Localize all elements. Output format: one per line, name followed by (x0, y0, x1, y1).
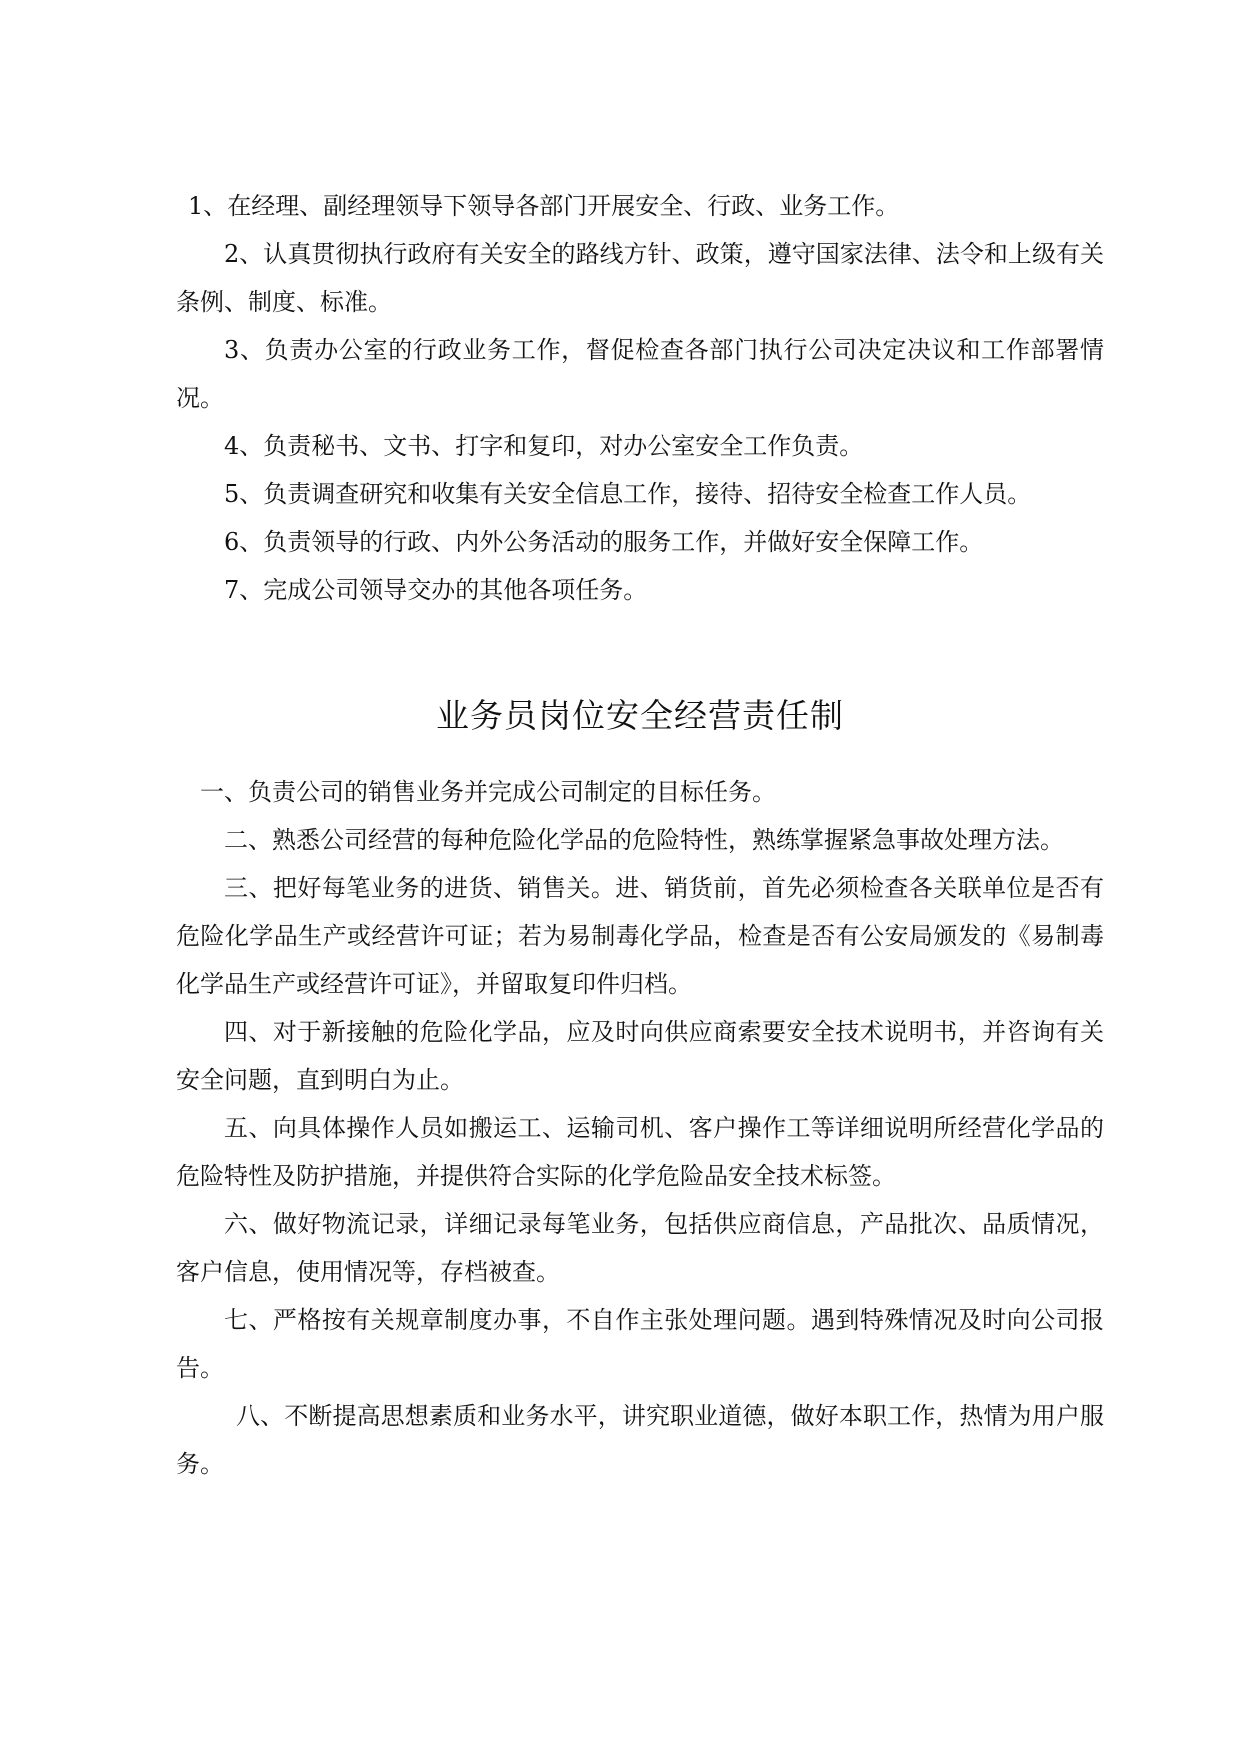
salesperson-item-1: 一、负责公司的销售业务并完成公司制定的目标任务。 (200, 778, 776, 806)
duty-item-3: 3、负责办公室的行政业务工作，督促检查各部门执行公司决定决议和工作部署情况。 (176, 336, 1104, 412)
salesperson-item-7: 七、严格按有关规章制度办事，不自作主张处理问题。遇到特殊情况及时向公司报告。 (176, 1306, 1104, 1382)
duty-item-2: 2、认真贯彻执行政府有关安全的路线方针、政策，遵守国家法律、法令和上级有关条例、制度、标准。 (176, 240, 1104, 316)
salesperson-item-4: 四、对于新接触的危险化学品，应及时向供应商索要安全技术说明书，并咨询有关安全问题，直到明白为止。 (176, 1018, 1104, 1094)
salesperson-duties-list (176, 768, 1104, 1488)
salesperson-item-6: 六、做好物流记录，详细记录每笔业务，包括供应商信息，产品批次、品质情况，客户信息，使用情况等，存档被查。 (176, 1210, 1104, 1286)
duty-item-5: 5、负责调查研究和收集有关安全信息工作，接待、招待安全检查工作人员。 (224, 480, 1032, 508)
salesperson-item-8: 八、不断提高思想素质和业务水平，讲究职业道德，做好本职工作，热情为用户服务。 (176, 1402, 1104, 1478)
section-heading: 业务员岗位安全经营责任制 (436, 696, 844, 735)
duty-item-6: 6、负责领导的行政、内外公务活动的服务工作，并做好安全保障工作。 (224, 528, 984, 556)
office-duties-list (176, 182, 1104, 614)
duty-item-4: 4、负责秘书、文书、打字和复印，对办公室安全工作负责。 (224, 432, 864, 460)
salesperson-item-3: 三、把好每笔业务的进货、销售关。进、销货前，首先必须检查各关联单位是否有危险化学品生产或经营许可证；若为易制毒化学品，检查是否有公安局颁发的《易制毒化学品生产或经营许可证》，并留取复印件归档。 (176, 874, 1104, 998)
salesperson-item-2: 二、熟悉公司经营的每种危险化学品的危险特性，熟练掌握紧急事故处理方法。 (224, 826, 1064, 854)
spacer (176, 614, 1104, 692)
document-page (176, 182, 1104, 1488)
duty-item-1: 1、在经理、副经理领导下领导各部门开展安全、行政、业务工作。 (188, 192, 900, 220)
duty-item-7: 7、完成公司领导交办的其他各项任务。 (224, 576, 648, 604)
spacer (176, 740, 1104, 768)
salesperson-item-5: 五、向具体操作人员如搬运工、运输司机、客户操作工等详细说明所经营化学品的危险特性及防护措施，并提供符合实际的化学危险品安全技术标签。 (176, 1114, 1104, 1190)
